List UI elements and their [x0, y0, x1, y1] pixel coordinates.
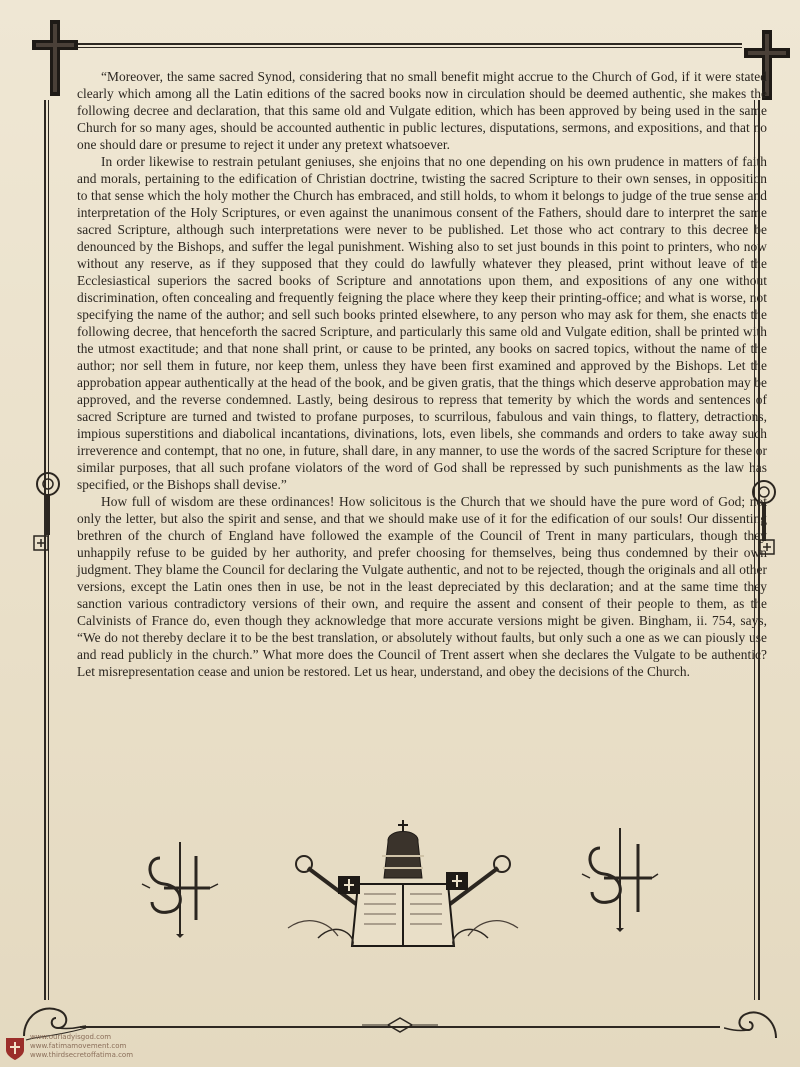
watermark-urls	[30, 1033, 230, 1060]
body-text	[77, 68, 767, 680]
paragraph: “Moreover, the same sacred Synod, considering that no small benefit might accrue to the Church of God, if it were stated clearly which among all the Latin editions of the sacred books now in circulation should be deemed authentic, she makes the following decree and declaration, that this same old and Vulgate edition, which has been approved by being used in the same Church for so many ages, should be accounted authentic in public lectures, disputations, sermons, and expositions, and that no one should dare or presume to reject it under any pretext whatsoever.	[77, 69, 767, 152]
monogram-ornament-icon	[140, 838, 220, 943]
frame-top-rule	[62, 43, 742, 45]
shield-logo-icon	[4, 1036, 26, 1067]
cross-icon	[30, 18, 80, 103]
diamond-ornament-icon	[360, 1016, 440, 1039]
watermark-line: www.ourladyisgod.com	[30, 1033, 112, 1041]
paragraph: In order likewise to restrain petulant geniuses, she enjoins that no one depending on his own prudence in matters of faith and morals, pertaining to the edification of Christian doctrine, twisting the sacred Scripture to their own senses, in opposition to that sense which the holy mother the Church has embraced, and still holds, to whom it belongs to judge of the true sense and interpretation of the Holy Scriptures, or even against the unanimous consent of the Fathers, should dare to interpret the same sacred Scripture, although such interpretations were never to be published. Let those who act contrary to this decree be denounced by the Bishops, and suffer the legal punishment. Wishing also to set just bounds in this point to printers, who now without any reserve, as if they supposed that they could do lawfully whatever they pleased, print without leave of the Ecclesiastical superiors the sacred books of Scripture and annotations upon them, and expositions of any one without discrimination, often concealing and frequently feigning the place where they keep their printing-office; and what is worse, not specifying the name of the author; and sell such books printed elsewhere, to any person who may ask for them, she enacts the following decree, that henceforth the sacred Scripture, and particularly this same old and Vulgate edition, shall be printed with the utmost exactitude; and that none shall print, or cause to be printed, any books on sacred topics, without the name of the author; nor sell them in future, nor keep them, unless they have been first examined and approved by the Bishops. Let the approbation appear authentically at the head of the book, and be given gratis, that the things which deserve approbation may be approved, and the reverse condemned. Lastly, being desirous to repress that temerity by which the words and sentences of sacred Scripture are turned and twisted to profane purposes, to scurrilous, fabulous and vain things, to flattery, detractions, impious superstitions and diabolical incantations, divinations, lots, even libels, she commands and orders to take away such irreverence and contempt, that no one, in future, shall dare, in any manner, to use the words of the sacred Scripture for these or similar purposes, that all such profane violators of the word of God shall be repressed by such punishments as the law has specified, or the Bishops shall devise.”	[77, 154, 767, 492]
flourish-ornament-icon	[722, 1000, 782, 1049]
watermark-line: www.thirdsecretoffatima.com	[30, 1051, 134, 1059]
watermark-line: www.fatimamovement.com	[30, 1042, 127, 1050]
frame-top-rule-inner	[62, 47, 742, 48]
paragraph: How full of wisdom are these ordinances! How solicitous is the Church that we should have the pure word of God; not only the letter, but also the spirit and sense, and that we should make use of it for the edification of our souls! Our dissenting brethren of the church of England have followed the example of the Council of Trent in many particulars, though they unhappily refuse to be guided by her authority, and prefer choosing for themselves, being thus condemned by their own judgment. They blame the Council for declaring the Vulgate authentic, and not to be rejected, though the originals and all other versions, except the Latin ones then in use, be not in the least depreciated by this declaration; and at the same time they sanction various contradictory versions of their own, and require the assent and consent of their people to them, as the Calvinists of France do, even though they acknowledge that more accurate versions might be given. Bingham, ii. 754, says, “We do not thereby declare it to be the best translation, or absolutely without faults, but only such a one as we can piously use and read publicly in the church.” What more does the Council of Trent assert when she declares the Vulgate to be authentic? Let misrepresentation cease and union be restored. Let us hear, understand, and obey the decisions of the Church.	[77, 494, 767, 679]
monogram-ornament-icon	[580, 824, 660, 939]
papal-emblem-icon	[278, 818, 528, 973]
key-ornament-icon	[30, 470, 66, 565]
